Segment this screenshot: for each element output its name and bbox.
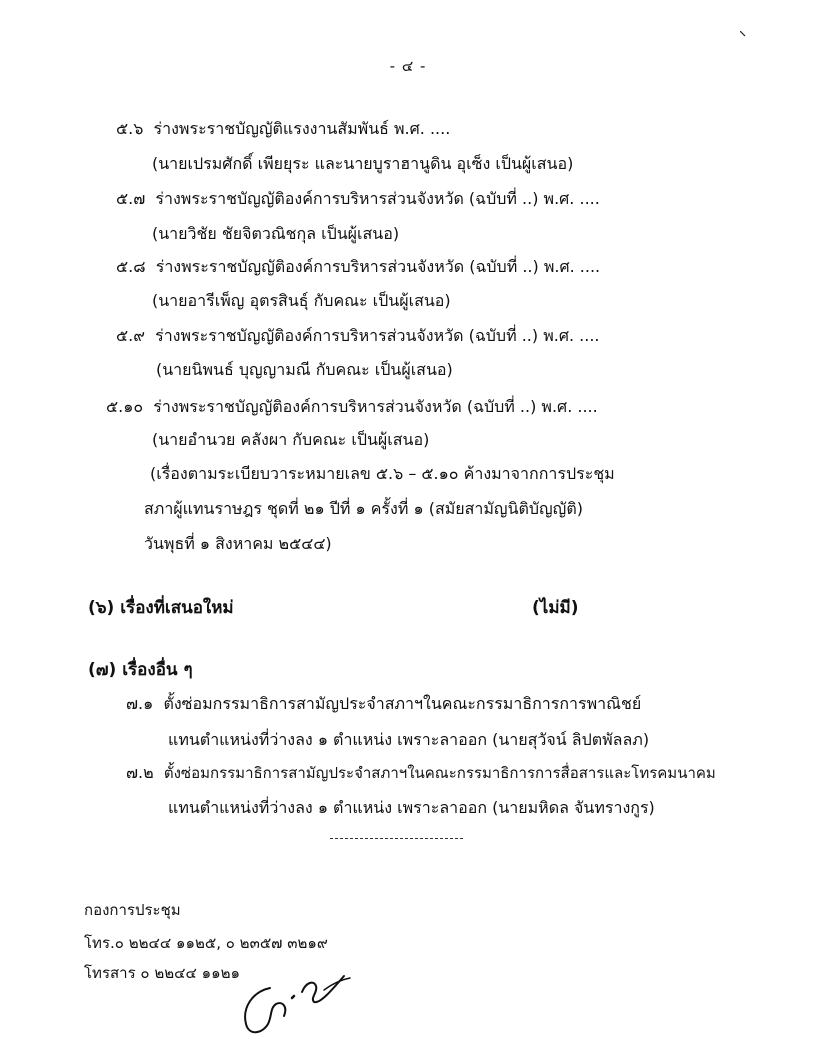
- item-number: ๕.๖: [116, 119, 144, 138]
- item-number: ๕.๑๐: [106, 397, 144, 416]
- note-line: สภาผู้แทนราษฎร ชุดที่ ๒๑ ปีที่ ๑ ครั้งที่ ๑ (สมัยสามัญนิติบัญญัติ): [144, 499, 583, 518]
- item-5-9: [116, 325, 600, 347]
- item-5-6: [116, 118, 450, 140]
- fax: โทรสาร ๐ ๒๒๔๔ ๑๑๒๑: [84, 964, 241, 982]
- item-number: ๕.๙: [116, 326, 145, 345]
- item-number: ๗.๒: [126, 763, 154, 782]
- item-text-continued: แทนตำแหน่งที่ว่างลง ๑ ตำแหน่ง เพราะลาออก (นายมหิดล จันทรางกูร): [168, 798, 655, 817]
- item-sponsor: (นายนิพนธ์ บุญญามณี กับคณะ เป็นผู้เสนอ): [156, 360, 453, 379]
- item-title: ร่างพระราชบัญญัติองค์การบริหารส่วนจังหวัด (ฉบับที่ ..) พ.ศ. ....: [153, 397, 598, 416]
- signature: [240, 968, 360, 1047]
- note-line: วันพุธที่ ๑ สิงหาคม ๒๕๔๔): [144, 534, 332, 553]
- item-title: ร่างพระราชบัญญัติองค์การบริหารส่วนจังหวัด (ฉบับที่ ..) พ.ศ. ....: [155, 189, 600, 208]
- corner-mark: [740, 22, 746, 28]
- item-number: ๕.๗: [116, 189, 146, 208]
- item-sponsor: (นายวิชัย ชัยจิตวณิชกุล เป็นผู้เสนอ): [152, 224, 400, 243]
- telephone: โทร.๐ ๒๒๔๔ ๑๑๒๕, ๐ ๒๓๕๗ ๓๒๑๙: [84, 934, 328, 952]
- item-title: ร่างพระราชบัญญัติแรงงานสัมพันธ์ พ.ศ. ....: [153, 119, 451, 138]
- item-sponsor: (นายอารีเพ็ญ อุตรสินธุ์ กับคณะ เป็นผู้เสนอ): [152, 291, 451, 310]
- item-text: ตั้งซ่อมกรรมาธิการสามัญประจำสภาฯในคณะกรรมาธิการการพาณิชย์: [163, 694, 642, 713]
- page-number: - ๔ -: [389, 57, 427, 75]
- item-5-8: [116, 256, 600, 278]
- item-text-continued: แทนตำแหน่งที่ว่างลง ๑ ตำแหน่ง เพราะลาออก (นายสุวัจน์ ลิปตพัลลภ): [168, 730, 650, 749]
- section-6-heading: (๖) เรื่องที่เสนอใหม่: [88, 598, 234, 618]
- item-sponsor: (นายเปรมศักดิ์ เพียยุระ และนายบูราฮานูดิน อุเซ็ง เป็นผู้เสนอ): [152, 154, 574, 173]
- item-sponsor: (นายอำนวย คลังผา กับคณะ เป็นผู้เสนอ): [152, 430, 430, 449]
- section-7-heading: (๗) เรื่องอื่น ๆ: [88, 660, 193, 680]
- item-5-10: [106, 396, 598, 418]
- item-5-7: [116, 188, 600, 210]
- note-line: (เรื่องตามระเบียบวาระหมายเลข ๕.๖ – ๕.๑๐ ค้างมาจากการประชุม: [150, 464, 615, 483]
- item-7-1: [126, 693, 641, 715]
- item-number: ๕.๘: [116, 257, 146, 276]
- section-6-status: (ไม่มี): [532, 598, 579, 618]
- item-text: ตั้งซ่อมกรรมาธิการสามัญประจำสภาฯในคณะกรรมาธิการการสื่อสารและโทรคมนาคม: [163, 764, 716, 782]
- item-title: ร่างพระราชบัญญัติองค์การบริหารส่วนจังหวัด (ฉบับที่ ..) พ.ศ. ....: [155, 257, 601, 276]
- item-7-2: [126, 762, 716, 784]
- office-name: กองการประชุม: [84, 901, 181, 919]
- divider: [330, 838, 463, 839]
- item-number: ๗.๑: [126, 694, 154, 713]
- item-title: ร่างพระราชบัญญัติองค์การบริหารส่วนจังหวัด (ฉบับที่ ..) พ.ศ. ....: [155, 326, 600, 345]
